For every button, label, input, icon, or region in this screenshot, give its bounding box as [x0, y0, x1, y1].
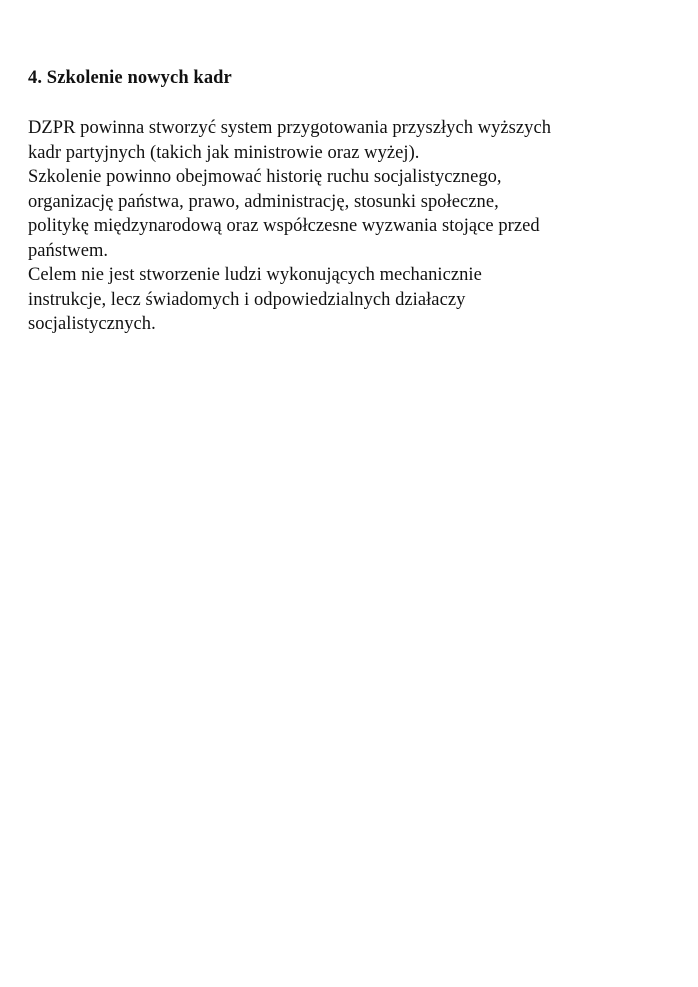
text-line: państwem. [28, 240, 109, 261]
text-line: DZPR powinna stworzyć system przygotowania przyszłych wyższych [28, 118, 552, 138]
text-line: kadr partyjnych (takich jak ministrowie oraz wyżej). [28, 142, 420, 163]
text-line: organizację państwa, prawo, administrację, stosunki społeczne, [28, 191, 499, 212]
section-heading: 4. Szkolenie nowych kadr [28, 68, 232, 88]
text-line: socjalistycznych. [28, 314, 156, 334]
text-line: Celem nie jest stworzenie ludzi wykonujących mechanicznie [28, 265, 482, 285]
text-line: politykę międzynarodową oraz współczesne wyzwania stojące przed [28, 216, 540, 236]
text-line: instrukcje, lecz świadomych i odpowiedzialnych działaczy [28, 289, 466, 310]
document-content [28, 66, 668, 337]
text-line: Szkolenie powinno obejmować historię ruchu socjalistycznego, [28, 167, 502, 187]
body-text [28, 116, 668, 337]
